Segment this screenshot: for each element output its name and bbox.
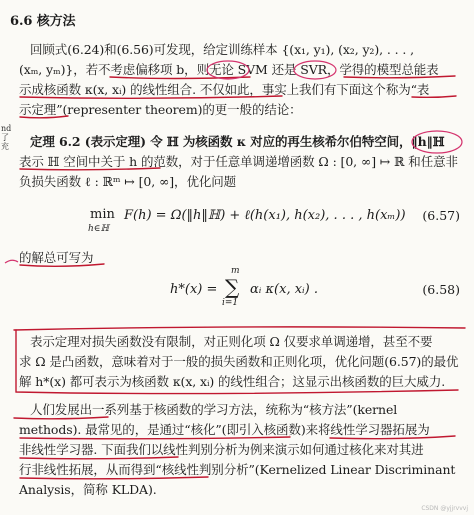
para3-line3: 非线性学习器. 下面我们以线性判别分析为例来演示如何通过核化来对其进 xyxy=(19,442,424,457)
eq57-body: F(h) = Ω(‖h‖ℍ) + ℓ(h(x₁), h(x₂), . . . , h(xₘ)) xyxy=(124,208,406,223)
margin-note-3: 充 xyxy=(1,142,9,151)
para2-line2: 求 Ω 是凸函数，意味着对于一般的损失函数和正则化项，优化问题(6.57)的最优 xyxy=(19,354,459,369)
eq58-sum-top: m xyxy=(231,266,240,276)
para3-line4: 行非线性拓展，从而得到“核线性判别分析”(Kernelized Linear Discriminant xyxy=(19,462,456,477)
theorem-line1: 定理 6.2 (表示定理) 令 ℍ 为核函数 κ 对应的再生核希尔伯特空间，‖h‖ℍ xyxy=(30,134,445,149)
para1-line4: 示定理”(representer theorem)的更一般的结论： xyxy=(19,102,302,117)
theorem-line3: 负损失函数 ℓ : ℝᵐ ↦ [0, ∞]，优化问题 xyxy=(19,174,237,189)
eq58-lhs: h*(x) = xyxy=(170,282,218,297)
theorem-line2: 表示 ℍ 空间中关于 h 的范数，对于任意单调递增函数 Ω : [0, ∞] ↦ ℝ 和任意非 xyxy=(19,154,458,169)
sum-symbol: ∑ xyxy=(225,275,240,299)
para2-line3: 解 h*(x) 都可表示为核函数 κ(x, xᵢ) 的线性组合；这显示出核函数的巨大威力. xyxy=(19,374,446,389)
watermark: CSDN @yjjrvvvj xyxy=(421,505,468,512)
eq58-number: (6.58) xyxy=(422,282,460,297)
margin-note-2: 了 xyxy=(1,133,9,142)
eq-between-text: 的解总可写为 xyxy=(19,250,94,265)
topline-para2 xyxy=(14,327,465,330)
eq58-sum-bottom: i=1 xyxy=(222,298,239,308)
eq57-min: min xyxy=(90,207,115,222)
para1-line2: (xₘ, yₘ)}，若不考虑偏移项 b，则无论 SVM 还是 SVR，学得的模型总能表 xyxy=(19,62,439,77)
para1-line1: 回顾式(6.24)和(6.56)可发现，给定训练样本 {(x₁, y₁), (x₂, y₂), . . . , xyxy=(30,42,414,57)
para2-line1: 表示定理对损失函数没有限制，对正则化项 Ω 仅要求单调递增，甚至不要 xyxy=(30,334,433,349)
para1-line3: 示成核函数 κ(x, xᵢ) 的线性组合. 不仅如此，事实上我们有下面这个称为“表 xyxy=(19,82,430,97)
tick-mark xyxy=(5,260,18,263)
eq58-body: αᵢ κ(x, xᵢ) . xyxy=(250,282,319,297)
eq57-number: (6.57) xyxy=(422,208,460,223)
margin-note-1: nd xyxy=(1,124,12,133)
section-heading: 6.6 核方法 xyxy=(10,14,76,29)
eq57-sub: h∈ℍ xyxy=(88,224,109,234)
para3-line1: 人们发展出一系列基于核函数的学习方法，统称为“核方法”(kernel xyxy=(30,402,398,417)
para3-line2: methods). 最常见的，是通过“核化”(即引入核函数)来将线性学习器拓展为 xyxy=(19,422,430,437)
para3-line5: Analysis，简称 KLDA). xyxy=(19,482,157,497)
